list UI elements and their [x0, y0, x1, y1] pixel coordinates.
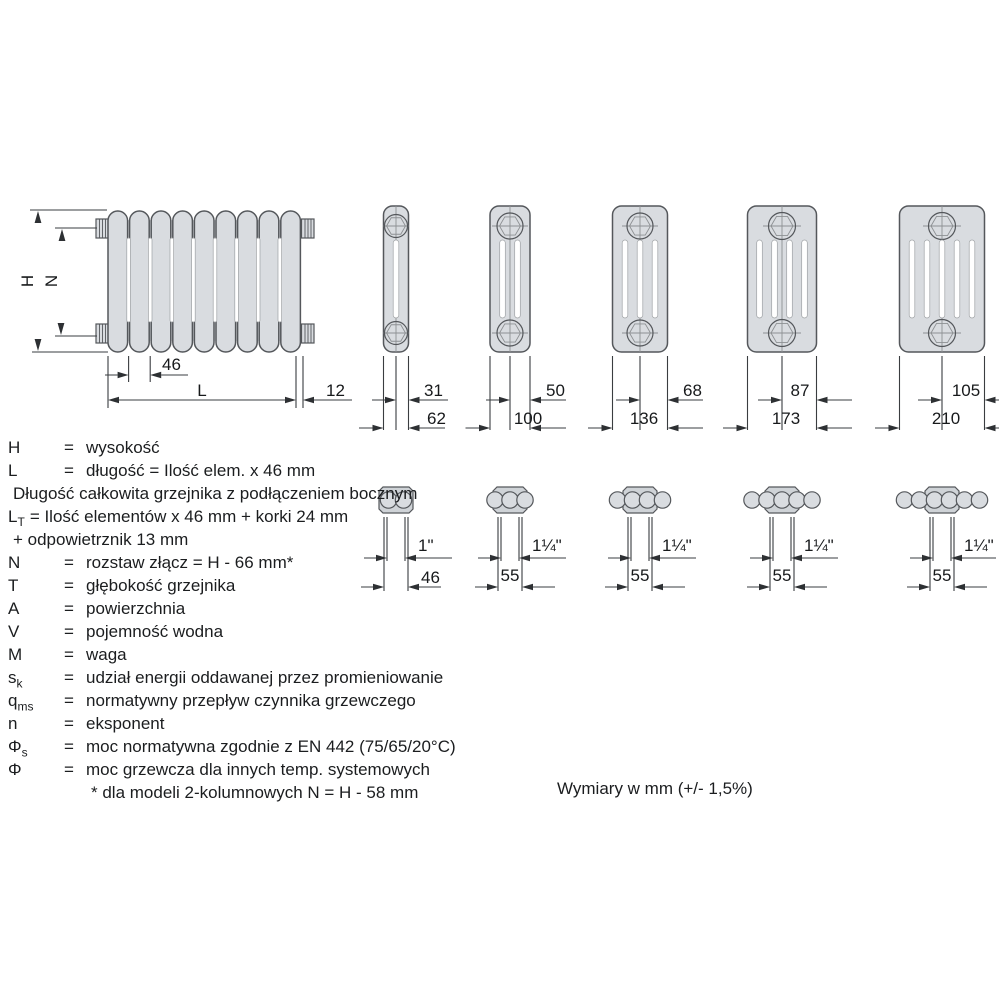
dim-label-H: H	[18, 274, 37, 288]
legend-symbol: A	[8, 599, 20, 618]
dim-label-pitch-55: 55	[630, 566, 650, 585]
dim-label-50: 50	[546, 381, 565, 400]
legend-row-n: N = rozstaw złącz = H - 66 mm*	[8, 552, 468, 574]
dim-label-L: L	[197, 381, 207, 400]
legend-symbol: H	[8, 438, 21, 457]
dim-label-1-14inch: 1¼"	[662, 536, 692, 555]
legend-row-footnote: * dla modeli 2-kolumnowych N = H - 58 mm	[8, 782, 546, 804]
dim-label-pitch-55: 55	[932, 566, 952, 585]
legend-symbol: M	[8, 645, 23, 664]
connection-view-4col	[605, 487, 696, 591]
dim-label-1-14inch: 1¼"	[964, 536, 994, 555]
legend-row-t: T = głębokość grzejnika	[8, 575, 468, 597]
connection-view-6col	[896, 487, 996, 591]
dimensions-note: Wymiary w mm (+/- 1,5%)	[557, 779, 753, 798]
legend-symbol: Φ	[8, 760, 22, 779]
cross-section-6col	[875, 206, 999, 431]
dim-label-100: 100	[513, 409, 543, 428]
legend-row-m: M = waga	[8, 644, 468, 666]
connection-view-3col	[475, 487, 566, 591]
cross-section-4col	[588, 206, 703, 431]
cross-section-2col	[359, 206, 448, 431]
legend-row-qms: $q_{ms}$ = normatywny przepływ czynnika grzewczego	[8, 690, 468, 712]
legend-symbol: $L_T$	[8, 507, 25, 530]
legend-row-l: L = długość = Ilość elem. x 46 mm	[8, 460, 468, 482]
dim-label-pitch-55: 55	[500, 566, 520, 585]
dim-label-31: 31	[424, 381, 443, 400]
dim-label-62: 62	[427, 409, 446, 428]
dim-label-1-14inch: 1¼"	[804, 536, 834, 555]
legend-symbol: T	[8, 576, 19, 595]
legend-symbol: N	[8, 553, 21, 572]
dim-label-12: 12	[326, 381, 345, 400]
legend-row-phi: Φ = moc grzewcza dla innych temp. systemowych	[8, 759, 468, 781]
legend-row-air-vent: + odpowietrznik 13 mm	[8, 529, 468, 551]
dim-label-46: 46	[162, 355, 181, 374]
dim-label-1-14inch: 1¼"	[532, 536, 562, 555]
legend-symbol: $q_{ms}$	[8, 691, 34, 714]
cross-section-3col	[466, 206, 567, 431]
dim-label-N: N	[42, 274, 61, 288]
cross-section-5col	[723, 206, 852, 431]
dim-label-1inch: 1"	[418, 536, 434, 555]
legend-symbol: $s_k$	[8, 668, 23, 691]
dim-label-pitch-46: 46	[421, 568, 440, 587]
length-dimensions	[105, 355, 352, 408]
legend-row-a: A = powierzchnia	[8, 598, 468, 620]
dim-label-173: 173	[771, 409, 801, 428]
dim-label-68: 68	[683, 381, 702, 400]
dim-label-87: 87	[790, 381, 810, 400]
legend-row-n-exponent: n = eksponent	[8, 713, 468, 735]
dim-label-210: 210	[931, 409, 961, 428]
radiator-front-view	[18, 210, 352, 408]
legend-row-lt: $L_T$ = Ilość elementów x 46 mm + korki 24 mm	[8, 506, 468, 528]
dim-label-136: 136	[629, 409, 659, 428]
legend-row-h: H = wysokość	[8, 437, 468, 459]
legend-row-v: V = pojemność wodna	[8, 621, 468, 643]
dim-label-105: 105	[951, 381, 981, 400]
legend-row-phi-s: $\Phi_s$ = moc normatywna zgodnie z EN 442 (75/65/20°C)	[8, 736, 468, 758]
legend-row-total-length-1: Długość całkowita grzejnika z podłączeniem bocznym	[8, 483, 468, 505]
legend-symbol: $\Phi_s$	[8, 737, 28, 760]
legend-symbol: n	[8, 714, 18, 733]
legend-row-sk: $s_k$ = udział energii oddawanej przez promieniowanie	[8, 667, 468, 689]
connection-view-5col	[744, 487, 838, 591]
legend-symbol: V	[8, 622, 20, 641]
height-dimensions	[18, 210, 108, 352]
radiator-elements	[108, 211, 300, 352]
legend-symbol: L	[8, 461, 18, 480]
dim-label-pitch-55: 55	[772, 566, 792, 585]
